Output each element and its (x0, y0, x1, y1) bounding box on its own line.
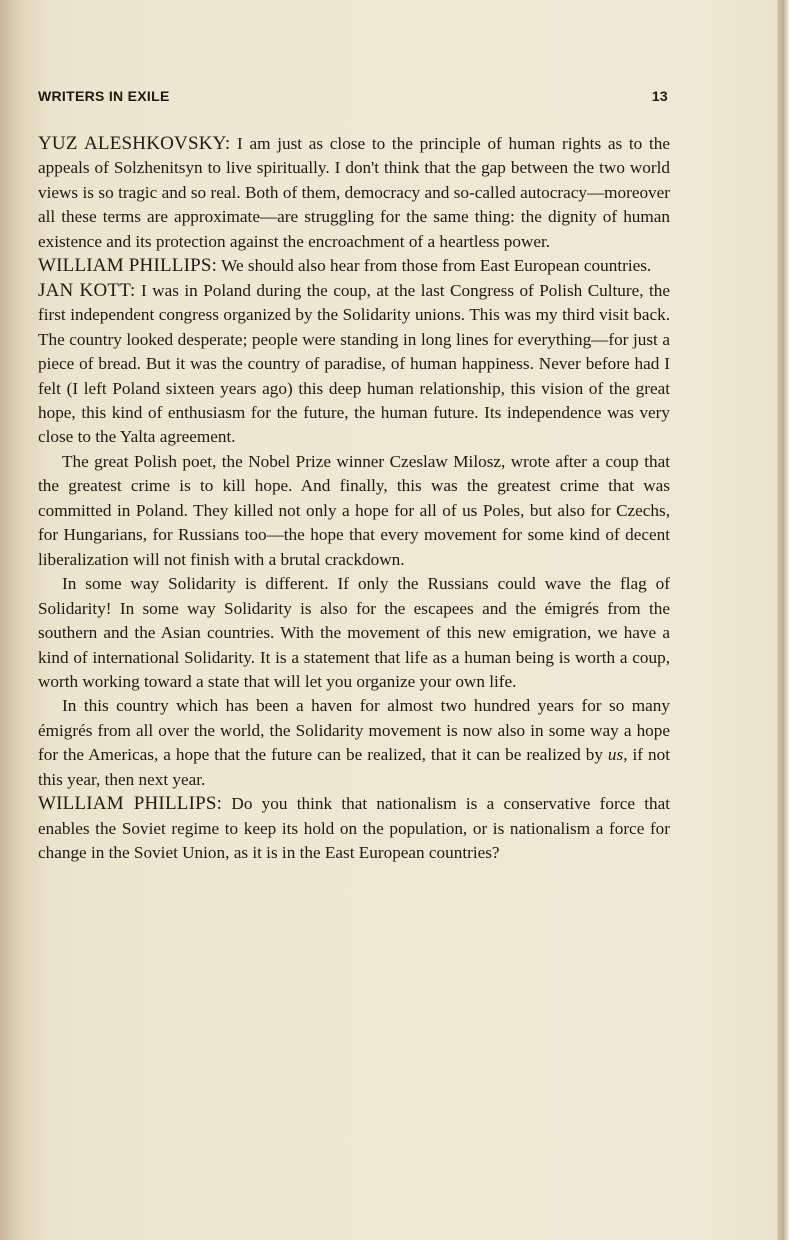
paragraph-text: In some way Solidarity is different. If only the Russians could wave the flag of Solidarity! In some way Solidarity is also for the escapees and the émigrés from the southern and the Asian countries. With the movement of this new emigration, we have a kind of international Solidarity. It is a statement that life as a human being is worth a coup, worth working toward a state that will let you organize your own life. (38, 574, 670, 691)
body-text (38, 132, 670, 866)
paragraph-text: if not this year, then next year. (38, 745, 670, 789)
running-title: WRITERS IN EXILE (38, 88, 170, 104)
paragraph-solidarity (38, 572, 670, 694)
paragraph-phillips-1 (38, 254, 670, 278)
running-head (38, 88, 668, 108)
paragraph-text: We should also hear from those from East European countries. (217, 256, 652, 276)
paragraph-text: I am just as close to the principle of human rights as to the appeals of Solzhenitsyn to live spiritually. I don't think that the gap between the two world views is so tragic and so real. Both of them, democracy and so-called autocracy—moreover all these terms are approximate—are struggling for the same thing: the dignity of human existence and its protection against the encroachment of a heartless power. (38, 134, 670, 251)
speaker-name: JAN KOTT: (38, 279, 136, 301)
page-edge (777, 0, 789, 1240)
speaker-name: WILLIAM PHILLIPS: (38, 255, 218, 277)
paragraph-text: Do you think that nationalism is a conservative force that enables the Soviet regime to keep its hold on the population, or is nationalism a force for change in the Soviet Union, as it is in the East European countries? (38, 794, 670, 863)
paragraph-haven (38, 694, 670, 792)
paragraph-text: I was in Poland during the coup, at the last Congress of Polish Culture, the first independent congress organized by the Solidarity unions. This was my third visit back. The country looked desperate; people were standing in long lines for everything—for just a piece of bread. But it was the country of paradise, of human happiness. Never before had I felt (I left Poland sixteen years ago) this deep human relationship, this vision of the great hope, this kind of enthusiasm for the future, the human future. Its independence was very close to the Yalta agreement. (38, 280, 671, 447)
paragraph-text: The great Polish poet, the Nobel Prize winner Czeslaw Milosz, wrote after a coup that the greatest crime is to kill hope. And finally, this was the greatest crime that was committed in Poland. They killed not only a hope for all of us Poles, but also for Czechs, for Hungarians, for Russians too—the hope that every movement for some kind of decent liberalization will not finish with a brutal crackdown. (38, 451, 670, 569)
page-number: 13 (651, 88, 668, 104)
emphasis-us: us, (607, 745, 628, 765)
paragraph-text: In this country which has been a haven for almost two hundred years for so many émigrés from all over the world, the Solidarity movement is now also in some way a hope for the Americas, a hope that the future can be realized, that it can be realized by (38, 696, 670, 765)
paragraph-kott (38, 279, 670, 450)
speaker-name: YUZ ALESHKOVSKY: (38, 133, 231, 154)
paragraph-phillips-2 (38, 792, 670, 865)
paragraph-milosz (38, 450, 670, 572)
speaker-name: WILLIAM PHILLIPS: (38, 793, 223, 815)
paragraph-aleshkovsky (38, 132, 670, 254)
